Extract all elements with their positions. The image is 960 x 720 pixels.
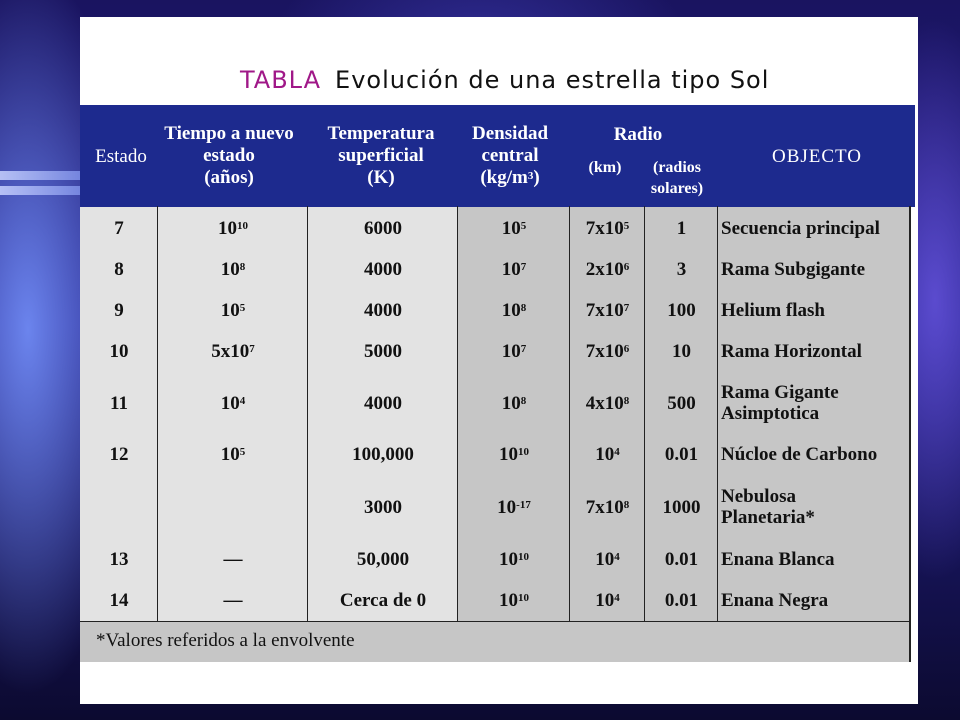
cell-radio-km: $7x10^5$ <box>585 218 630 239</box>
cell-radio-sol: 0.01 <box>664 590 699 611</box>
header-radio-solares <box>638 157 716 199</box>
table-title <box>240 66 769 94</box>
cell-radio-sol: 0.01 <box>664 444 699 465</box>
header-densidad-line2: central <box>481 145 539 166</box>
cell-estado: 8 <box>114 259 124 280</box>
header-radio-solares-line2: solares) <box>650 180 704 197</box>
cell-temp: 100,000 <box>352 444 414 465</box>
cell-tiempo: — <box>223 549 243 570</box>
cell-radio-km: $10^4$ <box>595 590 620 611</box>
cell-objeto: Núcloe de Carbono <box>721 444 878 465</box>
cell-objeto: Enana Negra <box>721 590 829 611</box>
header-temperatura-line2: superficial <box>338 145 424 166</box>
cell-temp: 4000 <box>364 392 402 414</box>
cell-temp: Cerca de 0 <box>339 590 427 611</box>
cell-radio-km: $2x10^6$ <box>585 259 630 280</box>
cell-dens: $10^8$ <box>501 300 527 321</box>
cell-objeto: Nebulosa Planetaria* <box>721 486 815 528</box>
header-temperatura-line3: (K) <box>367 167 395 188</box>
header-objeto: OBJECTO <box>771 146 863 167</box>
title-label: TABLA <box>240 66 322 94</box>
cell-objeto: Rama Gigante Asimptotica <box>721 382 839 424</box>
cell-objeto: Rama Horizontal <box>721 341 862 362</box>
cell-tiempo: $5x10^7$ <box>211 341 255 362</box>
header-tiempo-line1: Tiempo a nuevo <box>164 123 294 144</box>
cell-dens: $10^7$ <box>501 341 527 362</box>
title-text: Evolución de una estrella tipo Sol <box>335 66 770 94</box>
cell-radio-km: $7x10^6$ <box>585 341 630 362</box>
cell-dens: $10^{10}$ <box>499 444 529 465</box>
header-temperatura-line1: Temperatura <box>327 123 435 144</box>
cell-radio-km: $7x10^8$ <box>585 496 630 518</box>
cell-radio-sol: 100 <box>667 300 696 321</box>
cell-radio-sol: 0.01 <box>664 549 699 570</box>
cell-dens: $10^{-17}$ <box>497 496 531 518</box>
footnote: *Valores referidos a la envolvente <box>96 630 355 651</box>
cell-dens: $10^5$ <box>501 218 527 239</box>
cell-objeto: Rama Subgigante <box>721 259 866 280</box>
cell-temp: 5000 <box>364 341 402 362</box>
cell-estado: 11 <box>110 392 128 414</box>
cell-temp: 3000 <box>364 496 402 518</box>
cell-tiempo: $10^5$ <box>220 300 246 321</box>
cell-temp: 4000 <box>364 259 402 280</box>
cell-dens: $10^{10}$ <box>499 549 529 570</box>
cell-estado: 9 <box>114 300 124 321</box>
cell-tiempo: $10^5$ <box>220 444 246 465</box>
header-temperatura <box>306 123 456 189</box>
cell-tiempo: — <box>223 590 243 611</box>
header-densidad <box>454 123 566 189</box>
cell-estado: 10 <box>109 341 129 362</box>
cell-radio-km: $10^4$ <box>595 549 620 570</box>
cell-radio-sol: 10 <box>672 341 691 362</box>
table-header <box>80 105 915 207</box>
cell-radio-sol: 3 <box>676 259 687 280</box>
cell-estado: 7 <box>114 218 124 239</box>
cell-objeto: Secuencia principal <box>721 218 880 239</box>
cell-radio-km: $7x10^7$ <box>585 300 630 321</box>
header-radio-km: (km) <box>588 159 622 176</box>
cell-estado: 12 <box>109 444 129 465</box>
cell-temp: 6000 <box>364 218 402 239</box>
cell-radio-km: $10^4$ <box>595 444 620 465</box>
grid-line-h-bottom <box>80 621 910 622</box>
cell-temp: 50,000 <box>356 549 410 570</box>
cell-estado: 13 <box>109 549 129 570</box>
cell-tiempo: $10^4$ <box>220 392 246 414</box>
cell-temp: 4000 <box>364 300 402 321</box>
header-estado: Estado <box>95 146 147 167</box>
cell-radio-sol: 1000 <box>662 496 701 518</box>
decorative-stripe-bottom <box>0 186 82 195</box>
header-radio-solares-line1: (radios <box>653 159 701 176</box>
header-densidad-unit: $(kg/m^3)$ <box>480 167 540 188</box>
header-tiempo-line2: estado <box>203 145 255 166</box>
cell-dens: $10^7$ <box>501 259 527 280</box>
header-densidad-line1: Densidad <box>471 123 549 144</box>
cell-estado: 14 <box>109 590 129 611</box>
cell-radio-km: $4x10^8$ <box>585 392 630 414</box>
cell-radio-sol: 500 <box>667 392 696 414</box>
cell-tiempo: $10^8$ <box>220 259 246 280</box>
header-radio: Radio <box>613 124 663 145</box>
grid-line-right <box>909 206 911 662</box>
cell-radio-sol: 1 <box>676 218 687 239</box>
header-tiempo-line3: (años) <box>204 167 254 188</box>
header-tiempo <box>154 123 304 189</box>
cell-dens: $10^{10}$ <box>499 590 529 611</box>
cell-tiempo: $10^{10}$ <box>218 218 248 239</box>
cell-objeto: Helium flash <box>721 300 825 321</box>
cell-dens: $10^8$ <box>501 392 527 414</box>
cell-objeto: Enana Blanca <box>721 549 835 570</box>
decorative-stripe-top <box>0 171 82 180</box>
